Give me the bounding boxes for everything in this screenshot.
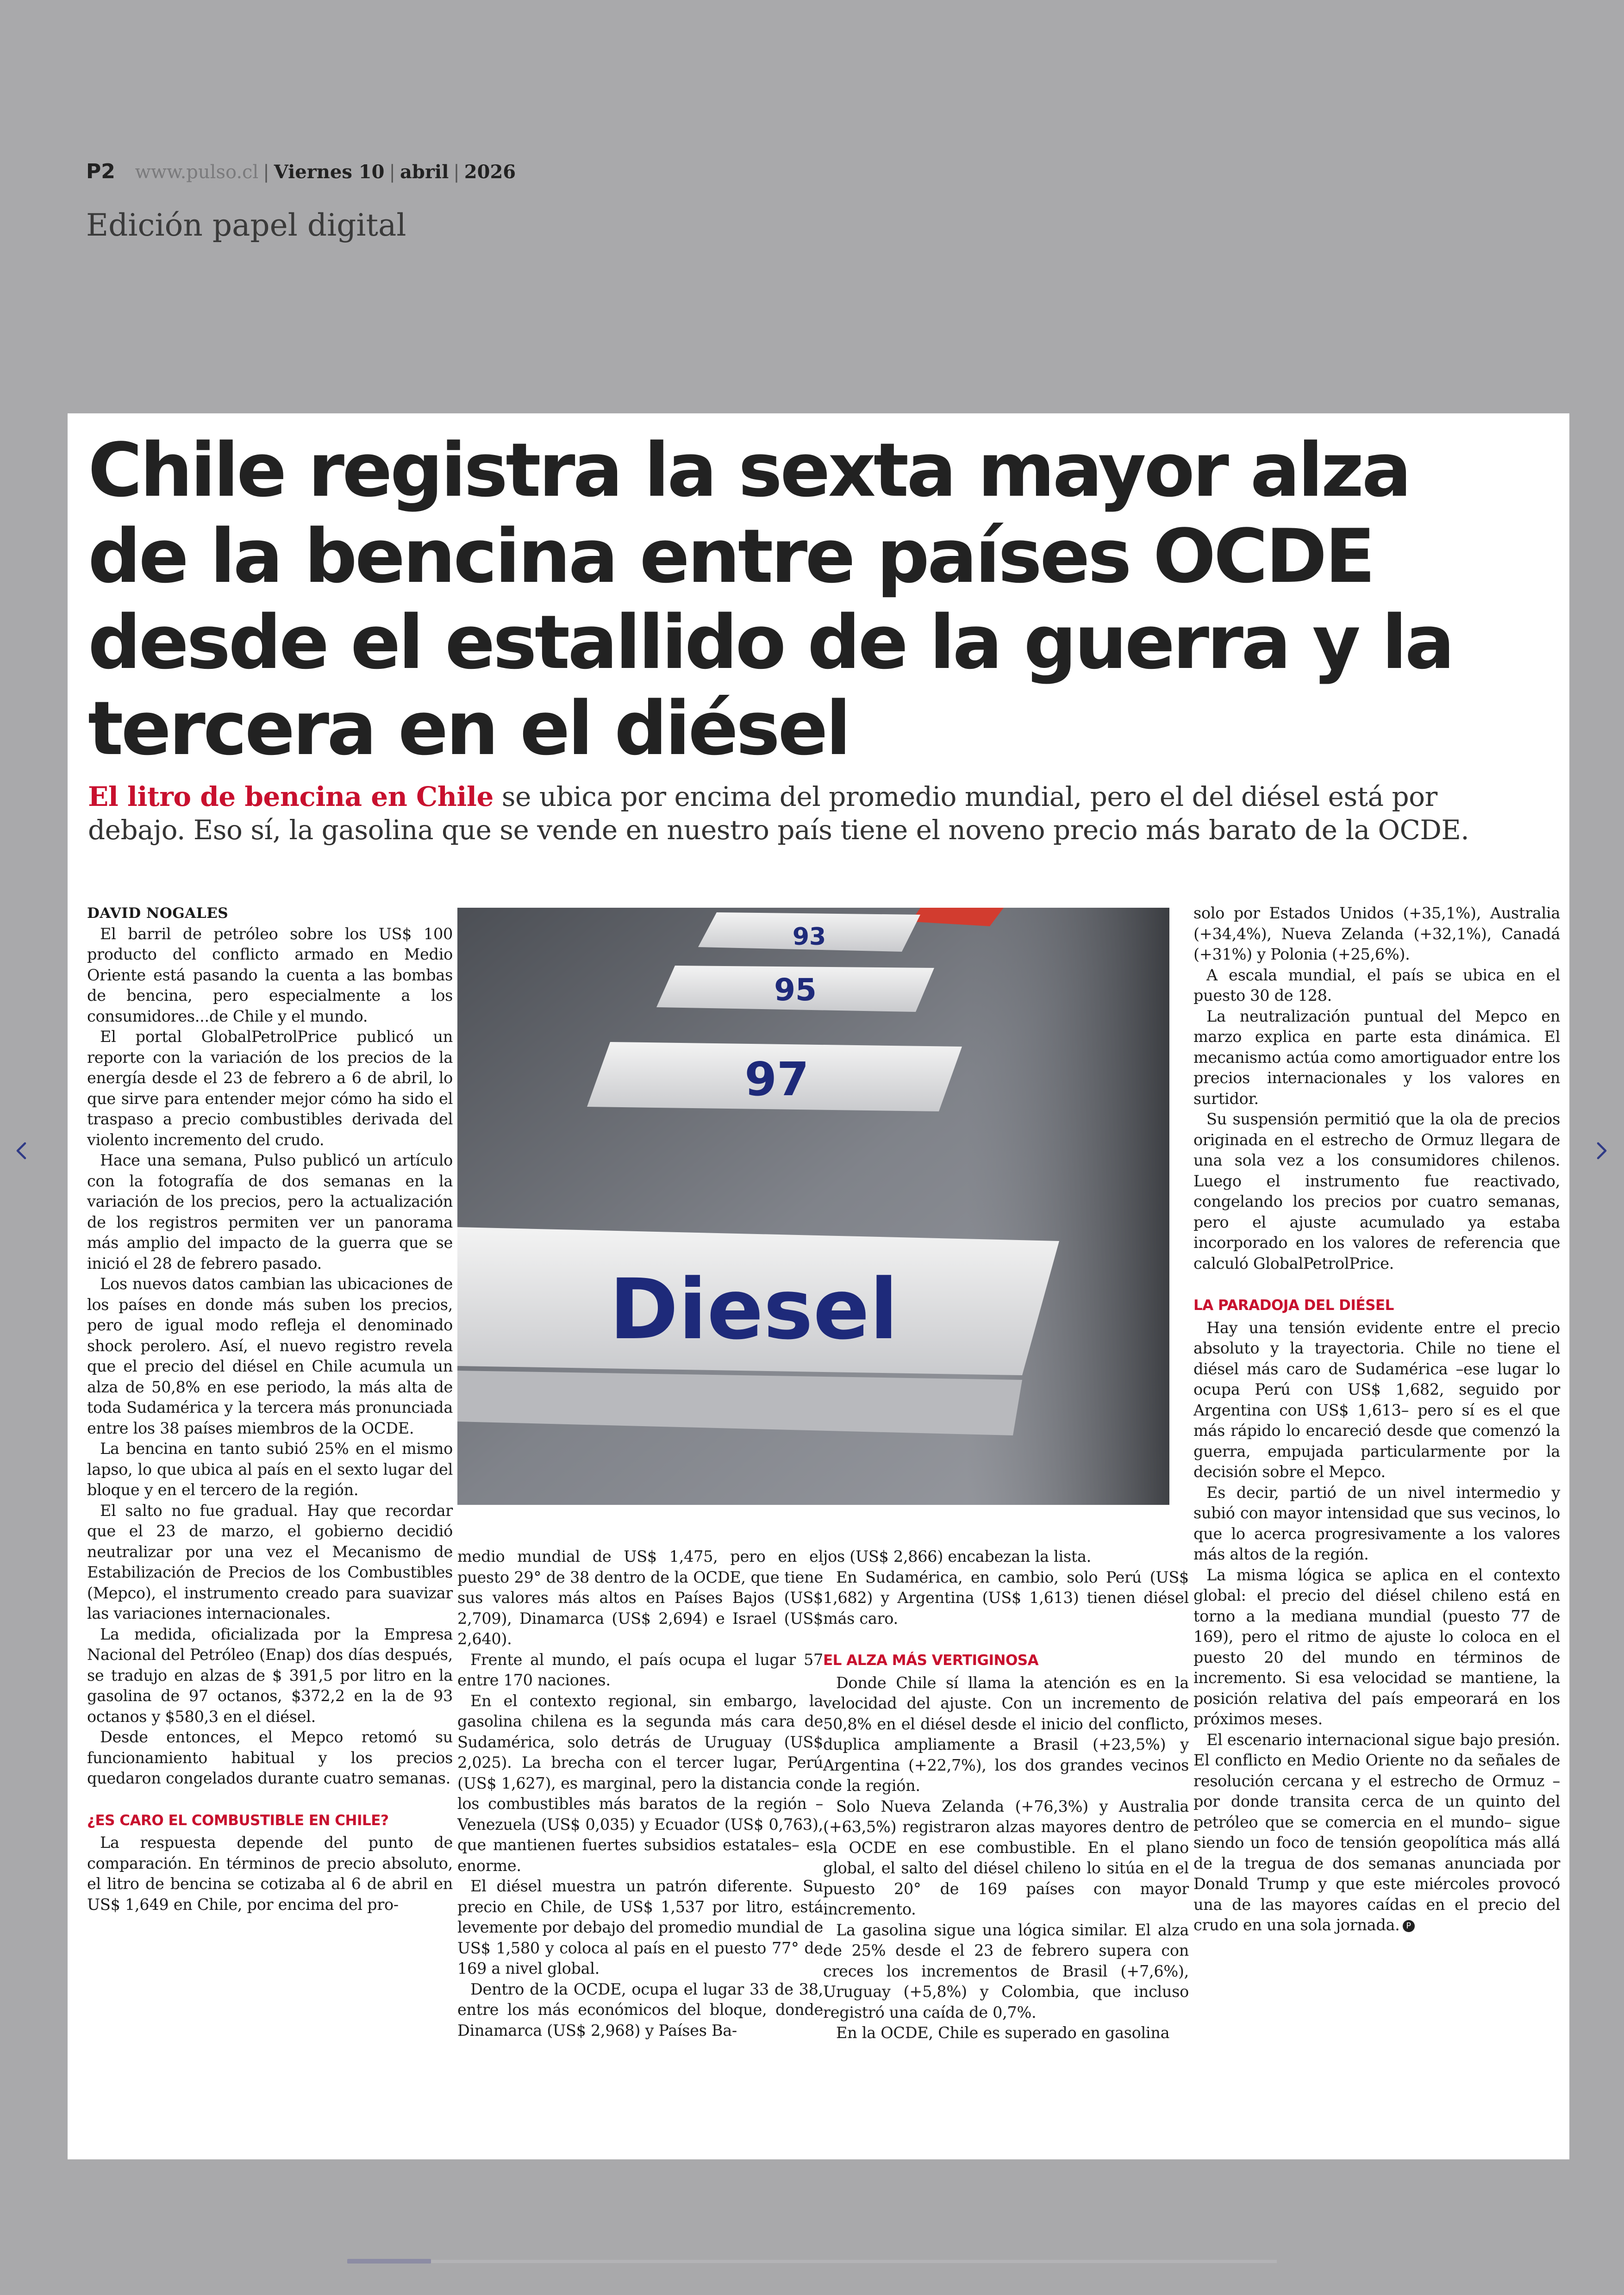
paragraph: En el contexto regional, sin embargo, la gasolina chilena es la segunda más cara de Sudamérica, solo detrás de Uruguay (US$ 2,025). La brecha con el tercer lugar, Perú (US$ 1,627), es marginal, pero la distancia con los combustibles más baratos de la región –Venezuela (US$ 0,035) y Ecuador (US$ 0,763), que mantienen fuertes subsidios estatales– es enorme. <box>457 1691 823 1875</box>
fuel-label-diesel: Diesel <box>609 1261 899 1358</box>
paragraph: Donde Chile sí llama la atención es en la velocidad del ajuste. Con un incremento de 50,8% en el diésel desde el inicio del conflicto, duplica ampliamente a Brasil (+23,5%) y Argentina (+22,7%), los dos grandes vecinos de la región. <box>823 1673 1189 1795</box>
byline: DAVID NOGALES <box>87 905 229 922</box>
page-number: P2 <box>86 160 115 183</box>
paragraph: La medida, oficializada por la Empresa Nacional del Petróleo (Enap) dos días después, se tradujo en alzas de $ 391,5 por litro en la gasolina de 97 octanos, $372,2 en la de 93 octanos y $580,3 en el diésel. <box>87 1625 453 1726</box>
paragraph: jos (US$ 2,866) encabezan la lista. <box>823 1547 1092 1565</box>
paragraph: El diésel muestra un patrón diferente. Su precio en Chile, de US$ 1,537 por litro, está levemente por debajo del promedio mundial de US$ 1,580 y coloca al país en el puesto 77° de 169 a nivel global. <box>457 1877 823 1977</box>
paragraph <box>1193 1730 1560 1936</box>
chevron-left-icon <box>7 1137 35 1165</box>
paragraph: Los nuevos datos cambian las ubicaciones de los países en donde más suben los precios, pero de igual modo refleja el denominado shock perolero. Así, el nuevo registro revela que el precio del diésel en Chile acumula un alza de 50,8% en ese periodo, la más alta de toda Sudamérica y la tercera más pronunciada entre los 38 países miembros de la OCDE. <box>87 1275 453 1437</box>
paragraph: El salto no fue gradual. Hay que recordar que el 23 de marzo, el gobierno decidió neutralizar por una vez el Mecanismo de Estabilización de Precios de los Combustibles (Mepco), el instrumento creado para suavizar las variaciones internacionales. <box>87 1501 453 1622</box>
newspaper-page <box>68 413 1569 2159</box>
page-progress-bar[interactable] <box>347 2260 1277 2263</box>
article-column-4 <box>1193 903 1560 1936</box>
article-column-3 <box>823 1547 1189 2044</box>
article-column-2 <box>457 1547 823 2041</box>
date-month: abril <box>400 161 449 183</box>
fuel-label-97: 97 <box>744 1052 809 1106</box>
fuel-label-95: 95 <box>774 972 817 1008</box>
page-progress-indicator <box>347 2259 431 2264</box>
date-year: 2026 <box>464 161 516 183</box>
paragraph: La neutralización puntual del Mepco en marzo explica en parte esta dinámica. El mecanismo actúa como amortiguador entre los precios internacionales y los valores en surtidor. <box>1193 1007 1560 1108</box>
date-day: Viernes 10 <box>274 161 385 183</box>
paragraph-text: El escenario internacional sigue bajo presión. El conflicto en Medio Oriente no da señales de resolución cercana y el estrecho de Ormuz –por donde transita cerca de un quinto del petróleo que se comercia en el mundo– sigue siendo un foco de tensión geopolítica más allá de la tregua de dos semanas anunciada por Donald Trump y que este miércoles provocó una de las mayores caídas en el precio del crudo en una sola jornada. <box>1193 1730 1561 1934</box>
fuel-label-93: 93 <box>792 923 826 951</box>
subheadline-lead: El litro de bencina en Chile <box>88 781 493 812</box>
paragraph: Desde entonces, el Mepco retomó su funcionamiento habitual y los precios quedaron congelados durante cuatro semanas. <box>87 1728 453 1787</box>
paragraph: Frente al mundo, el país ocupa el lugar 57 entre 170 naciones. <box>457 1650 823 1689</box>
next-page-button[interactable] <box>1588 1137 1616 1165</box>
headline: Chile registra la sexta mayor alza de la bencina entre países OCDE desde el estallido de la guerra y la tercera en el diésel <box>88 427 1453 772</box>
paragraph: El portal GlobalPetrolPrice publicó un reporte con la variación de los precios de la energía desde el 23 de febrero a 6 de abril, lo que sirve para entender mejor cómo ha sido el traspaso a precio combustibles derivada del violento incremento del crudo. <box>87 1028 453 1149</box>
paragraph: A escala mundial, el país se ubica en el puesto 30 de 128. <box>1193 966 1560 1004</box>
paragraph: Es decir, partió de un nivel intermedio y subió con mayor intensidad que sus vecinos, lo que lo acerca progresivamente a los valores más altos de la región. <box>1193 1483 1560 1563</box>
paragraph: La respuesta depende del punto de comparación. En términos de precio absoluto, el litro de bencina se cotizaba al 6 de abril en US$ 1,649 en Chile, por encima del pro- <box>87 1834 453 1914</box>
paragraph: Hay una tensión evidente entre el precio absoluto y la trayectoria. Chile no tiene el diésel más caro de Sudamérica –ese lugar lo ocupa Perú con US$ 1,682, seguido por Argentina con US$ 1,613– pero sí es el que más rápido lo encareció desde que comenzó la guerra, empujada particularmente por la decisión sobre el Mepco. <box>1193 1318 1560 1481</box>
paragraph: Hace una semana, Pulso publicó un artículo con la fotografía de dos semanas en la variación de los precios, pero la actualización de los registros permiten ver un panorama más amplio del impacto de la guerra que se inició el 28 de febrero pasado. <box>87 1151 453 1272</box>
section-heading: EL ALZA MÁS VERTIGINOSA <box>823 1652 1039 1669</box>
paragraph: La misma lógica se aplica en el contexto global: el precio del diésel chileno está en torno a la mediana mundial (puesto 77 de 169), pero el ritmo de ajuste lo coloca en el puesto 20 del mundo en términos de incremento. Si esa velocidad se mantiene, la posición relativa del país empeorará en los próximos meses. <box>1193 1565 1560 1728</box>
prev-page-button[interactable] <box>7 1137 35 1165</box>
subheadline <box>88 780 1537 847</box>
paragraph: Solo Nueva Zelanda (+76,3%) y Australia (+63,5%) registraron alzas mayores dentro de la OCDE en ese combustible. En el plano global, el salto del diésel chileno lo sitúa en el puesto 20° de 169 países con mayor incremento. <box>823 1797 1189 1918</box>
paragraph: El barril de petróleo sobre los US$ 100 producto del conflicto armado en Medio Oriente está pasando la cuenta a las bombas de bencina, pero especialmente a los consumidores...de Chile y el mundo. <box>87 924 453 1025</box>
paragraph: solo por Estados Unidos (+35,1%), Australia (+34,4%), Nueva Zelanda (+32,1%), Canadá (+31%) y Polonia (+25,6%). <box>1193 904 1560 963</box>
paragraph: La bencina en tanto subió 25% en el mismo lapso, lo que ubica al país en el sexto lugar del bloque y en el tercero de la región. <box>87 1440 453 1499</box>
section-heading: ¿ES CARO EL COMBUSTIBLE EN CHILE? <box>87 1812 389 1829</box>
site-url: www.pulso.cl <box>135 162 259 183</box>
subheadline-text: se ubica por encima del promedio mundial, pero el del diésel está por debajo. Eso sí, la gasolina que se vende en nuestro país tiene el noveno precio más barato de la OCDE. <box>88 781 1469 846</box>
masthead: P2 www.pulso.cl | Viernes 10 | abril | 2026 <box>86 160 516 183</box>
end-mark-icon: P <box>1403 1920 1415 1932</box>
paragraph: medio mundial de US$ 1,475, pero en el puesto 29° de 38 dentro de la OCDE, que tiene sus valores más altos en Países Bajos (US$ 2,709), Dinamarca (US$ 2,694) e Israel (US$ 2,640). <box>457 1547 823 1648</box>
article-column-1 <box>87 903 453 1915</box>
section-heading: LA PARADOJA DEL DIÉSEL <box>1193 1297 1394 1314</box>
paragraph: Dentro de la OCDE, ocupa el lugar 33 de 38, entre los más económicos del bloque, donde Dinamarca (US$ 2,968) y Países Ba- <box>457 1980 823 2039</box>
paragraph: En la OCDE, Chile es superado en gasolina <box>836 2024 1170 2042</box>
chevron-right-icon <box>1588 1137 1616 1165</box>
paragraph: La gasolina sigue una lógica similar. El alza de 25% desde el 23 de febrero supera con creces los incrementos de Brasil (+7,6%), Uruguay (+5,8%) y Colombia, que incluso registró una caída de 0,7%. <box>823 1921 1189 2021</box>
paragraph: Su suspensión permitió que la ola de precios originada en el estrecho de Ormuz llegara de una sola vez a los consumidores chilenos. Luego el instrumento fue reactivado, congelando los precios por cuatro semanas, pero el ajuste acumulado ya estaba incorporado en los valores de referencia que calculó GlobalPetrolPrice. <box>1193 1110 1560 1272</box>
fuel-pump-photo <box>457 908 1169 1505</box>
edition-label: Edición papel digital <box>86 207 406 243</box>
article-photo <box>457 908 1169 1505</box>
paragraph: En Sudamérica, en cambio, solo Perú (US$ 1,682) y Argentina (US$ 1,613) tienen diésel más caro. <box>823 1568 1189 1628</box>
